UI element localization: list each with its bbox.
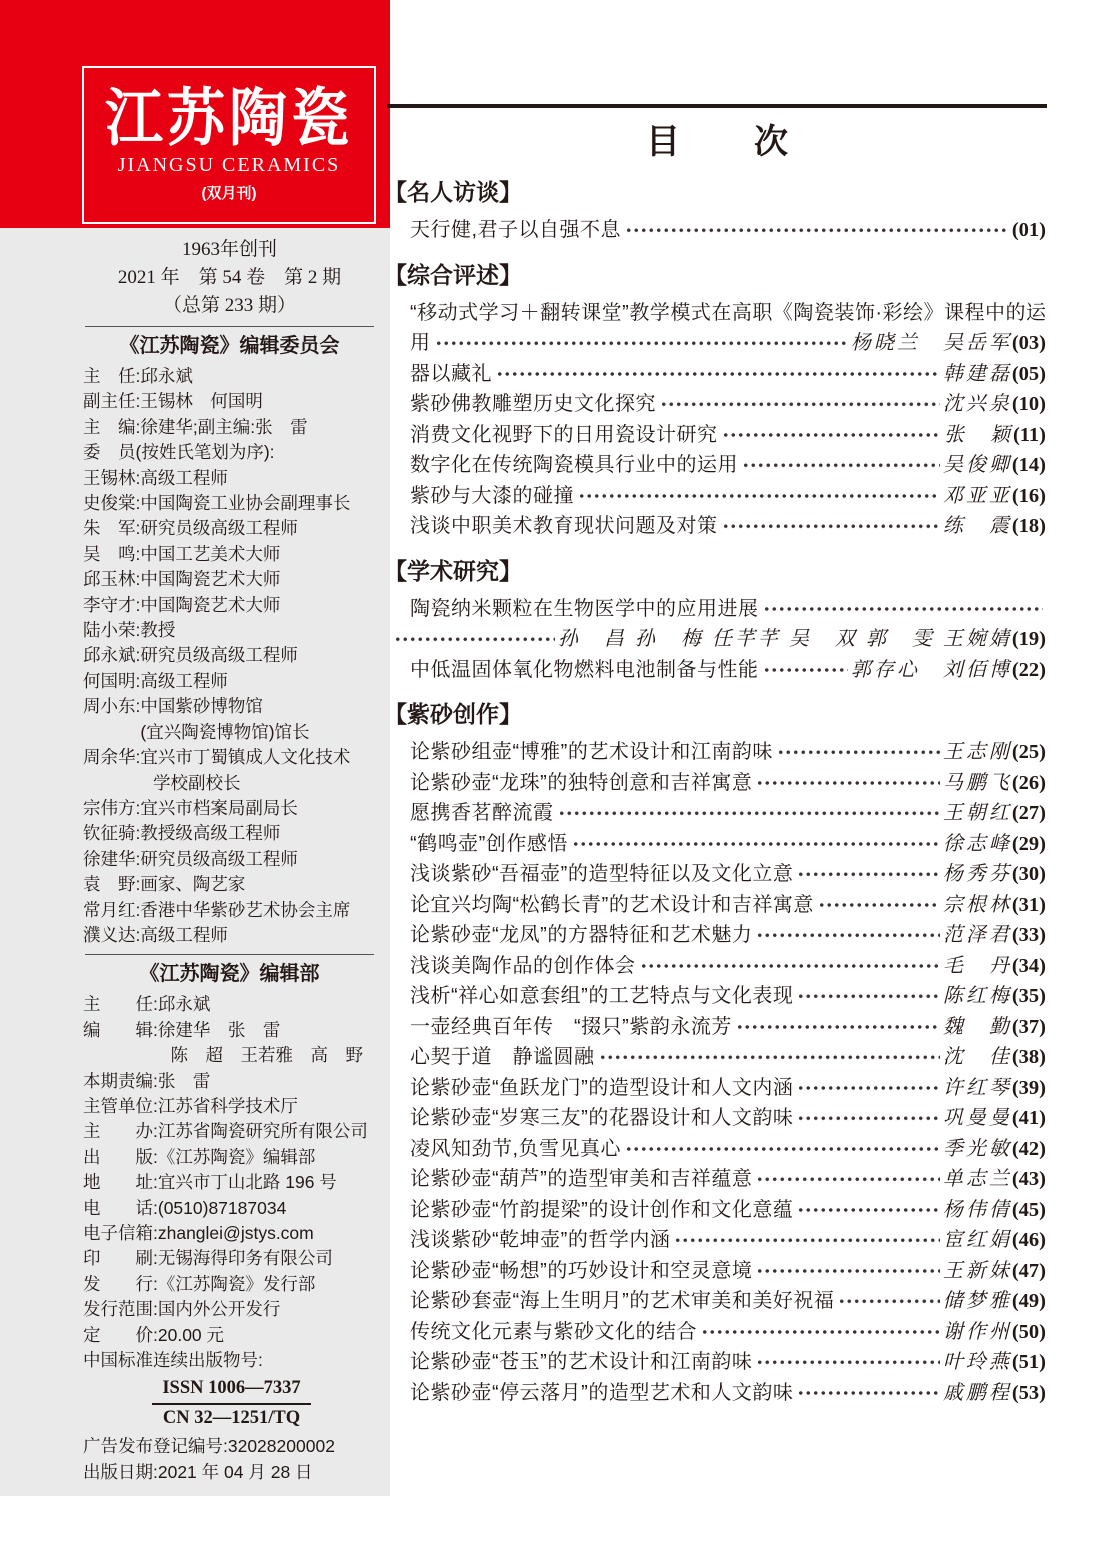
dot-leader (557, 798, 940, 829)
toc-entry-row (390, 420, 1046, 451)
entry-page-number: (01) (1011, 219, 1046, 241)
committee-row: 李守才:中国陶瓷艺术大师 (83, 594, 281, 615)
entry-title: 中低温固体氧化物燃料电池制备与性能 (410, 658, 759, 681)
toc-entry-row (390, 1286, 1046, 1317)
entry-page-number: (37) (1011, 1015, 1046, 1038)
entry-page-number: (39) (1011, 1076, 1046, 1099)
toc-entry-row (390, 981, 1046, 1012)
entry-title: 凌风知劲节,负雪见真心 (410, 1137, 622, 1160)
dot-leader (796, 1103, 940, 1134)
entry-page-number: (26) (1011, 771, 1046, 794)
issue-line: 1963年创刊 (181, 239, 277, 260)
dept-row: 主 办:江苏省陶瓷研究所有限公司 (83, 1121, 368, 1142)
entry-page-number: (05) (1011, 362, 1046, 385)
toc-entry-row (390, 328, 1046, 359)
dot-leader (762, 594, 1044, 625)
toc-entry-row (390, 859, 1046, 890)
toc-entry-row (390, 1134, 1046, 1165)
entry-title: 传统文化元素与紫砂文化的结合 (410, 1320, 697, 1343)
committee-row: 宗伟方:宜兴市档案局副局长 (83, 797, 298, 818)
entry-title: 用 (410, 332, 431, 354)
toc-sections (384, 177, 1047, 1408)
section-header: 【综合评述】 (384, 261, 522, 288)
dot-leader (796, 981, 940, 1012)
toc-entry-row (390, 450, 1046, 481)
entry-authors: 叶玲燕 (942, 1351, 1012, 1373)
committee-row: 吴 鸣:中国工艺美术大师 (83, 543, 281, 564)
entry-authors: 毛 丹 (942, 954, 1012, 977)
dot-leader (755, 768, 940, 799)
entry-title: 陶瓷纳米颗粒在生物医学中的应用进展 (410, 597, 759, 620)
entry-authors: 王朝红 (942, 802, 1012, 824)
dept-row: 电 话:(0510)87187034 (83, 1197, 287, 1218)
committee-row: 邱玉林:中国陶瓷艺术大师 (83, 569, 281, 590)
dept-row: 发行范围:国内外公开发行 (83, 1299, 281, 1320)
toc-entry-row (390, 1195, 1046, 1226)
dot-leader (755, 1164, 940, 1195)
entry-authors: 沈兴泉 (942, 393, 1012, 415)
entry-page-number: (31) (1011, 893, 1046, 916)
entry-page-number: (45) (1011, 1198, 1046, 1221)
entry-page-number: (16) (1011, 484, 1046, 507)
committee-row: 副主任:王锡林 何国明 (83, 391, 263, 412)
toc-entry-row (390, 798, 1046, 829)
committee-row: 周小东:中国紫砂博物馆 (83, 696, 263, 717)
toc-section (384, 699, 1046, 1408)
divider (85, 954, 374, 955)
toc-section (384, 177, 1046, 246)
entry-authors: 杨晓兰 吴岳军 (850, 332, 1012, 354)
dept-row: 出版日期:2021 年 04 月 28 日 (83, 1461, 313, 1482)
dept-row: 编 辑:徐建华 张 雷 (83, 1019, 281, 1040)
dept-row: 中国标准连续出版物号: (83, 1350, 263, 1371)
entry-page-number: (27) (1011, 802, 1046, 824)
committee-row: 学校副校长 (83, 772, 241, 793)
toc-entry-row (390, 594, 1046, 625)
entry-page-number: (03) (1011, 332, 1046, 354)
toc-title: 目 次 (646, 123, 790, 161)
cn-number: CN 32—1251/TQ (162, 1408, 301, 1429)
entry-title: 论紫砂壶“葫芦”的造型审美和吉祥蕴意 (410, 1168, 753, 1190)
committee-row: 主 任:邱永斌 (83, 366, 193, 386)
entry-authors: 韩建磊 (942, 362, 1012, 385)
toc-entry-row (390, 1042, 1046, 1073)
journal-frequency-note: (双月刊) (201, 184, 257, 202)
entry-title: 论紫砂壶“苍玉”的艺术设计和江南韵味 (410, 1351, 753, 1373)
dept-list-footer (83, 1434, 376, 1485)
toc-entry-row (390, 1347, 1046, 1378)
section-header: 【名人访谈】 (384, 179, 522, 205)
sidebar (0, 0, 390, 1568)
dot-leader (673, 1225, 940, 1256)
entry-title: 愿携香茗醉流霞 (410, 802, 554, 824)
toc-entry-row (390, 890, 1046, 921)
dept-row: 主 任:邱永斌 (83, 994, 211, 1015)
committee-row: 徐建华:研究员级高级工程师 (83, 848, 298, 869)
dot-leader (639, 951, 940, 982)
issue-info (83, 236, 376, 320)
entry-title: 浅析“祥心如意套组”的工艺特点与文化表现 (410, 985, 794, 1007)
entry-title: 浅谈紫砂“吾福壶”的造型特征以及文化立意 (410, 863, 794, 885)
committee-row: 邱永斌:研究员级高级工程师 (83, 645, 298, 666)
entry-authors: 王志刚 (942, 741, 1012, 763)
committee-row: 袁 野:画家、陶艺家 (83, 874, 246, 895)
toc-entry-row (390, 829, 1046, 860)
entry-page-number: (43) (1011, 1168, 1046, 1190)
entry-page-number: (51) (1011, 1351, 1046, 1373)
toc-top-rule (387, 104, 1047, 108)
dept-row: 发 行:《江苏陶瓷》发行部 (83, 1273, 316, 1294)
toc-entry-row (390, 215, 1046, 246)
toc-entry-row (390, 1164, 1046, 1195)
dept-row: 主管单位:江苏省科学技术厅 (83, 1095, 298, 1116)
dept-row: 印 刷:无锡海得印务有限公司 (83, 1248, 333, 1269)
entry-authors: 杨伟倩 (942, 1198, 1012, 1221)
journal-logo-block (0, 0, 390, 228)
entry-authors: 杨秀芬 (942, 863, 1012, 885)
entry-title: 器以藏礼 (410, 362, 492, 385)
dot-leader (598, 1042, 940, 1073)
toc-entry-row (390, 737, 1046, 768)
entry-title: 论紫砂壶“龙凤”的方器特征和艺术魅力 (410, 924, 753, 946)
committee-row: 委 员(按姓氏笔划为序): (83, 442, 275, 463)
toc-entry-row (390, 951, 1046, 982)
toc-entry-row (390, 1073, 1046, 1104)
issue-line: 2021 年 第 54 卷 第 2 期 (117, 267, 342, 288)
entry-title: 心契于道 静谧圆融 (410, 1046, 595, 1068)
committee-row: 何国明:高级工程师 (83, 670, 228, 691)
entry-title: 紫砂佛教雕塑历史文化探究 (410, 393, 656, 415)
entry-authors: 练 震 (942, 515, 1012, 537)
dot-leader (700, 1317, 940, 1348)
toc-main (384, 0, 1047, 1408)
journal-logo-frame (82, 66, 376, 224)
entry-authors: 许红琴 (942, 1076, 1012, 1099)
entry-page-number: (50) (1011, 1320, 1046, 1343)
entry-authors: 张 颖 (943, 423, 1013, 446)
committee-row: (宜兴陶瓷博物馆)馆长 (83, 721, 310, 742)
entry-page-number: (53) (1011, 1381, 1046, 1404)
toc-entry-row (390, 1103, 1046, 1134)
committee-row: 周余华:宜兴市丁蜀镇成人文化技术 (83, 747, 351, 768)
dept-list (83, 992, 376, 1373)
entry-authors: 郭存心 刘佰博 (850, 658, 1012, 681)
entry-authors: 储梦雅 (942, 1290, 1012, 1312)
entry-page-number: (34) (1011, 954, 1046, 977)
dot-leader (741, 450, 940, 481)
entry-title: 论紫砂壶“岁寒三友”的花器设计和人文韵味 (410, 1107, 794, 1129)
entry-title: 浅谈美陶作品的创作体会 (410, 954, 636, 977)
committee-row: 常月红:香港中华紫砂艺术协会主席 (83, 899, 351, 920)
dept-row: 本期责编:张 雷 (83, 1070, 211, 1091)
dot-leader (755, 1256, 940, 1287)
entry-page-number: (11) (1012, 423, 1046, 446)
entry-title: “鹤鸣壶”创作感悟 (410, 832, 568, 855)
committee-list (83, 364, 376, 948)
toc-entry-row (390, 298, 1046, 329)
toc-entry-row (390, 1256, 1046, 1287)
entry-authors: 巩曼曼 (942, 1107, 1012, 1129)
entry-title: 浅谈紫砂“乾坤壶”的哲学内涵 (410, 1229, 671, 1251)
dot-leader (796, 859, 940, 890)
dot-leader (659, 389, 940, 420)
entry-authors: 孙 昌 孙 梅 任芊芊 吴 双 郭 雯 王婉婧 (557, 628, 1012, 650)
dot-leader (721, 511, 940, 542)
committee-row: 朱 军:研究员级高级工程师 (83, 518, 298, 539)
entry-title: 论紫砂壶“龙珠”的独特创意和吉祥寓意 (410, 771, 753, 794)
issn-block (87, 1376, 376, 1432)
section-header: 【紫砂创作】 (384, 701, 522, 727)
dot-leader (796, 1378, 940, 1409)
toc-entry-row (390, 359, 1046, 390)
entry-page-number: (18) (1011, 515, 1046, 537)
dot-leader (434, 328, 848, 359)
committee-row: 陆小荣:教授 (83, 620, 176, 641)
toc-section (384, 556, 1046, 686)
divider (85, 326, 374, 327)
entry-authors: 季光敏 (942, 1137, 1012, 1160)
toc-entry-row (390, 511, 1046, 542)
sidebar-info-panel (0, 228, 390, 1496)
entry-title: 数字化在传统陶瓷模具行业中的运用 (410, 454, 738, 476)
toc-entry-row (390, 920, 1046, 951)
toc-entry-row (390, 1378, 1046, 1409)
entry-page-number: (35) (1011, 985, 1046, 1007)
entry-title: 论紫砂组壶“博雅”的艺术设计和江南韵味 (410, 741, 773, 763)
dot-leader (796, 1195, 940, 1226)
entry-page-number: (42) (1011, 1137, 1046, 1160)
dept-header: 《江苏陶瓷》编辑部 (139, 963, 320, 986)
entry-authors: 单志兰 (942, 1168, 1012, 1190)
section-header: 【学术研究】 (384, 557, 522, 584)
entry-authors: 陈红梅 (942, 985, 1012, 1007)
toc-entry-row (390, 768, 1046, 799)
entry-title: 论紫砂壶“鱼跃龙门”的造型设计和人文内涵 (410, 1076, 794, 1099)
entry-page-number: (46) (1011, 1229, 1046, 1251)
dept-row: 陈 超 王若雅 高 野 (83, 1045, 363, 1066)
dept-row: 电子信箱:zhanglei@jstys.com (83, 1223, 314, 1243)
entry-page-number: (19) (1011, 628, 1046, 650)
entry-title: 浅谈中职美术教育现状问题及对策 (410, 515, 718, 537)
toc-entry-row (390, 389, 1046, 420)
entry-authors: 戚鹏程 (942, 1381, 1012, 1404)
entry-authors: 魏 勤 (942, 1015, 1012, 1038)
issn-number: ISSN 1006—7337 (152, 1376, 310, 1405)
toc-entry-row (390, 481, 1046, 512)
dot-leader (837, 1286, 940, 1317)
entry-authors: 沈 佳 (942, 1046, 1012, 1068)
dot-leader (755, 1347, 940, 1378)
entry-page-number: (41) (1011, 1107, 1046, 1129)
committee-header: 《江苏陶瓷》编辑委员会 (119, 335, 340, 357)
entry-authors: 谢作州 (942, 1320, 1012, 1343)
entry-page-number: (47) (1011, 1259, 1046, 1282)
dot-leader (796, 1073, 940, 1104)
dot-leader (495, 359, 940, 390)
entry-authors: 范泽君 (942, 924, 1012, 946)
entry-page-number: (49) (1011, 1290, 1046, 1312)
dot-leader (577, 481, 940, 512)
dot-leader (776, 737, 940, 768)
entry-authors: 宗根林 (942, 893, 1012, 916)
entry-page-number: (30) (1011, 863, 1046, 885)
entry-authors: 马鹏飞 (942, 771, 1012, 794)
entry-title: 论紫砂壶“畅想”的巧妙设计和空灵意境 (410, 1259, 753, 1282)
dot-leader (624, 215, 1009, 246)
entry-page-number: (38) (1011, 1046, 1046, 1068)
entry-title: 消费文化视野下的日用瓷设计研究 (410, 423, 718, 446)
toc-entry-row (390, 655, 1046, 686)
dot-leader (721, 420, 941, 451)
toc-entry-row (390, 1012, 1046, 1043)
toc-section (384, 260, 1047, 542)
dot-leader (393, 624, 555, 655)
journal-title-calligraphy: 江苏陶瓷 (104, 82, 353, 154)
entry-authors: 王新妹 (942, 1259, 1012, 1282)
entry-authors: 吴俊卿 (942, 454, 1012, 476)
entry-title: “移动式学习＋翻转课堂”教学模式在高职《陶瓷装饰·彩绘》课程中的运 (410, 301, 1047, 324)
dept-row: 出 版:《江苏陶瓷》编辑部 (83, 1146, 316, 1167)
toc-entry-row (390, 624, 1046, 655)
entry-page-number: (29) (1011, 832, 1046, 855)
committee-row: 史俊棠:中国陶瓷工业协会副理事长 (83, 493, 351, 514)
entry-title: 天行健,君子以自强不息 (410, 219, 622, 241)
dot-leader (571, 829, 940, 860)
entry-authors: 徐志峰 (942, 832, 1012, 855)
entry-page-number: (33) (1011, 924, 1046, 946)
journal-title-english: JIANGSU CERAMICS (117, 153, 341, 176)
entry-authors: 邓亚亚 (942, 484, 1012, 507)
committee-row: 钦征骑:教授级高级工程师 (83, 823, 281, 844)
dept-row: 地 址:宜兴市丁山北路 196 号 (83, 1172, 337, 1193)
entry-title: 论宜兴均陶“松鹤长青”的艺术设计和吉祥寓意 (410, 893, 814, 916)
committee-row: 主 编:徐建华;副主编:张 雷 (83, 416, 308, 437)
dot-leader (755, 920, 940, 951)
entry-page-number: (14) (1011, 454, 1046, 476)
entry-title: 论紫砂套壶“海上生明月”的艺术审美和美好祝福 (410, 1290, 835, 1312)
entry-authors: 宦红娟 (942, 1229, 1012, 1251)
dot-leader (624, 1134, 940, 1165)
dot-leader (817, 890, 940, 921)
issue-line: （总第 233 期） (162, 295, 296, 316)
entry-title: 紫砂与大漆的碰撞 (410, 484, 574, 507)
committee-row: 王锡林:高级工程师 (83, 467, 228, 488)
committee-row: 濮义达:高级工程师 (83, 924, 228, 945)
dot-leader (762, 655, 848, 686)
entry-title: 一壶经典百年传 “掇只”紫韵永流芳 (410, 1015, 732, 1038)
toc-entry-row (390, 1225, 1046, 1256)
toc-entry-row (390, 1317, 1046, 1348)
dept-row: 定 价:20.00 元 (83, 1324, 225, 1345)
dot-leader (735, 1012, 940, 1043)
entry-page-number: (10) (1011, 393, 1046, 415)
entry-title: 论紫砂壶“竹韵提梁”的设计创作和文化意蕴 (410, 1198, 794, 1221)
entry-title: 论紫砂壶“停云落月”的造型艺术和人文韵味 (410, 1381, 794, 1404)
dept-row: 广告发布登记编号:32028200002 (83, 1436, 335, 1457)
entry-page-number: (22) (1011, 658, 1046, 681)
entry-page-number: (25) (1011, 741, 1046, 763)
